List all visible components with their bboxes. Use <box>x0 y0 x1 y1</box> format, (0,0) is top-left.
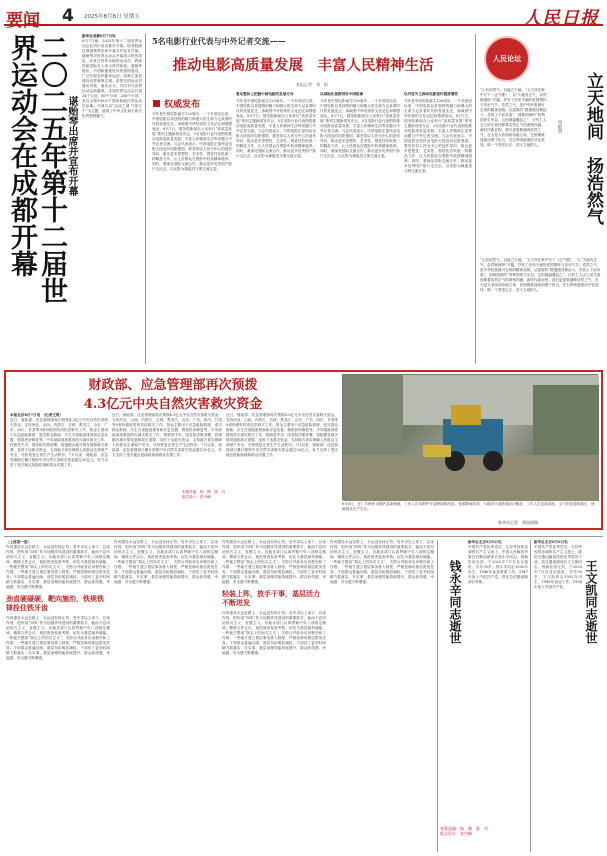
bottom-story-body-col1b: 作风建设永远在路上，永远没有休止符。党中央以上率下、以身作则，把纠治“四风”作为加强作风建设的重要抓手，驰而不息纠治形式主义、官僚主义。各地各部门认真贯彻中央八项规定精神，精简文件会议、规范督查检查考核，切实为基层减负赋能。一些地方整治“指尖上的形式主义”，关停合并政务应用程序和工作群；一些地方建立基层事务准入制度，严格控制向基层派发任务。干部群众普遍反映，基层负担明显减轻，干部有了更多时间精力抓落实、办实事，基层治理效能持续提升，群众获得感、幸福感、安全感不断增强。 <box>6 616 110 660</box>
footer-line2: 版式设计：张丹峰 <box>440 831 472 836</box>
commentary-body-cont: “心有浩然气，自能立天地。”文天祥在狱中写下《正气歌》，以“天地有正气，杂然赋流形”开篇，抒发了至死不渝的爱国情怀与坚贞气节。浩然之气，是中华民族最可宝贵的精神品格。从屈原的“路漫漫其修远兮，吾将上下而求索”，到林则徐的“苟利国家生死以，岂因祸福避趋之”，历代仁人志士用生命诠释着浩然正气的深刻内涵。新时代新征程，我们更需要涵养浩然之气，在大是大非面前站稳立场，在困难挑战面前勇于担当，在名利诱惑面前守住底线，做一个堂堂正正、顶天立地的人。 <box>480 258 601 292</box>
bottom-story-subhead-1: 劲直硬碰硬，靶向施治，铁规铁律拴住铁牙齿 <box>6 594 104 612</box>
lead-story-editors-line1: 本版责编：杨 柳 陈 丹 <box>182 490 226 494</box>
mid-story-byline: 本报记者 刘 阳 <box>296 82 328 87</box>
obit-1-body: 中国共产党优秀党员，久经考验的忠诚的共产主义战士，中国人民解放军原总后勤部副部长钱永辛同志，因病医治无效，于2025年7月在北京逝世，享年95岁。钱永辛同志1930年出生，1946年参加革命工作，1947年加入中国共产党。曾任总后勤部副部长等职。 <box>468 545 528 584</box>
mid-story-headline: 推动电影高质量发展 丰富人民精神生活 <box>172 57 434 74</box>
mid-story-subhead-3: 以内容为王推动电影创作提质增效 <box>404 92 458 96</box>
obit-2-body: 中国共产党优秀党员，久经考验的忠诚的共产主义战士，我国交通运输战线的优秀领导干部，原交通部副部长王文凯同志，因病医治无效，于2025年7月在北京逝世，享年93岁。王文凯同志1932年出生，1949年参加工作，1956年加入中国共产党。 <box>534 545 582 589</box>
lead-story-headline-line2: 4.3亿元中央自然灾害救灾资金 <box>83 397 263 412</box>
footer-credits <box>440 826 600 852</box>
bottom-story-subhead-2: 轻装上阵，放手干事，基层活力不断迸发 <box>222 589 320 607</box>
left-story-body: 8月7日晚，2025年第十二届世界运动会在四川省成都市开幕。国务院副总理谌贻琴出席开幕式并宣布开幕。谌贻琴对世界运动会开幕表示热烈祝贺，向来自世界各地的运动员、教练员和国际友人表示热烈欢迎。谌贻琴指出，中国积极推进体育强国建设，广泛开展全民健身运动，成都正加快建设世界赛事名城。希望各国运动员赛出风格、赛出水平，共同书写世界运动会新篇章。本届世界运动会共设34个大项、60个分项、256个小项，来自全球100余个国家和地区的运动员参赛。开幕式以“运动之城 气象万千”为主题，展现了中华文化和天府文化的独特魅力。 <box>82 39 142 118</box>
mid-story-body-col4: 今年是中国电影诞生120周年。一个多世纪以来，中国电影以其独特的魅力和强大的生命力记录着时代的发展变迁，承载着中华民族的文化记忆和情感表达。8月7日，国务院新闻办公室举行“高质量发展”系列主题新闻发布会，5名电影行业代表围绕推动电影高质量发展、丰富人民精神生活等话题与中外记者交流。与会代表表示，中国电影正加快由电影大国迈向电影强国，要坚持以人民为中心的创作导向，推出更多思想性、艺术性、观赏性有机统一的精品力作，让人民群众在观影中收获精神滋养。同时，要深化国际交流合作，推动更多优秀国产影片走出去，以光影为媒促进文明交流互鉴。 <box>404 99 472 173</box>
authority-release-tag <box>152 97 232 109</box>
lead-story-dateline: 本报北京8月7日电 <box>10 413 41 417</box>
left-story-dateline: 新华社成都8月7日电 <box>82 34 116 38</box>
flood-cleanup-photo <box>342 374 598 500</box>
column-label: 权威发布 <box>164 99 201 110</box>
bottom-story-body-col2: 作风建设永远在路上，永远没有休止符。党中央以上率下、以身作则，把纠治“四风”作为加强作风建设的重要抓手，驰而不息纠治形式主义、官僚主义。各地各部门认真贯彻中央八项规定精神，精简文件会议、规范督查检查考核，切实为基层减负赋能。一些地方整治“指尖上的形式主义”，关停合并政务应用程序和工作群；一些地方建立基层事务准入制度，严格控制向基层派发任务。干部群众普遍反映，基层负担明显减轻，干部有了更多时间精力抓落实、办实事，基层治理效能持续提升，群众获得感、幸福感、安全感不断增强。 <box>114 540 218 584</box>
left-story-subhead: 谌贻琴出席并宣布开幕 <box>66 96 77 196</box>
obit-2-headline: 王文凯同志逝世 <box>584 560 598 644</box>
commentary-badge-label: 人民论坛 <box>493 54 521 63</box>
obit-1-headline: 钱永辛同志逝世 <box>448 560 462 644</box>
bottom-story-body-col3a: 作风建设永远在路上，永远没有休止符。党中央以上率下、以身作则，把纠治“四风”作为加强作风建设的重要抓手，驰而不息纠治形式主义、官僚主义。各地各部门认真贯彻中央八项规定精神，精简文件会议、规范督查检查考核，切实为基层减负赋能。一些地方整治“指尖上的形式主义”，关停合并政务应用程序和工作群；一些地方建立基层事务准入制度，严格控制向基层派发任务。干部群众普遍反映，基层负担明显减轻，干部有了更多时间精力抓落实、办实事，基层治理效能持续提升，群众获得感、幸福感、安全感不断增强。 <box>222 540 326 584</box>
page-number: 4 <box>62 6 74 26</box>
photo-credit: 新华社记者 黄国保摄 <box>498 520 538 525</box>
lead-story-body-col1: 近日，财政部、应急管理部再次预拨4.3亿元中央自然灾害救灾资金，支持河北、山西、内蒙古、吉林、黑龙江、山东、广东、四川、甘肃等9省份做好防汛抗洪救灾工作。资金主要用于应急抢险救援、受灾群众救助、次生灾害隐患排查和应急处置、倒损民房修复等。中央财政高度重视防灾减灾救灾工作，按照党中央、国务院决策部署，将根据各地灾情发展和救灾需要，及时下达救灾资金，支持地方切实保障人民群众生命财产安全，尽快恢复正常生产生活秩序。7月以来，财政部、应急管理部已累计预拨中央自然灾害救灾资金超过30亿元，有力支持了受灾地区抢险救援和群众安置工作。 <box>10 418 108 467</box>
bottom-story-body-col4: 作风建设永远在路上，永远没有休止符。党中央以上率下、以身作则，把纠治“四风”作为加强作风建设的重要抓手，驰而不息纠治形式主义、官僚主义。各地各部门认真贯彻中央八项规定精神，精简文件会议、规范督查检查考核，切实为基层减负赋能。一些地方整治“指尖上的形式主义”，关停合并政务应用程序和工作群；一些地方建立基层事务准入制度，严格控制向基层派发任务。干部群众普遍反映，基层负担明显减轻，干部有了更多时间精力抓落实、办实事，基层治理效能持续提升，群众获得感、幸福感、安全感不断增强。 <box>330 540 434 584</box>
commentary-badge <box>484 36 530 82</box>
section-title: 要闻 <box>6 11 40 31</box>
lead-story-body-col3: 近日，财政部、应急管理部再次预拨4.3亿元中央自然灾害救灾资金，支持河北、山西、内蒙古、吉林、黑龙江、山东、广东、四川、甘肃等9省份做好防汛抗洪救灾工作。资金主要用于应急抢险救援、受灾群众救助、次生灾害隐患排查和应急处置、倒损民房修复等。中央财政高度重视防灾减灾救灾工作，按照党中央、国务院决策部署，将根据各地灾情发展和救灾需要，及时下达救灾资金，支持地方切实保障人民群众生命财产安全，尽快恢复正常生产生活秩序。7月以来，财政部、应急管理部已累计预拨中央自然灾害救灾资金超过30亿元，有力支持了受灾地区抢险救援和群众安置工作。 <box>226 413 338 457</box>
column-divider <box>437 540 438 852</box>
mid-story-kicker: 5名电影行业代表与中外记者交流—— <box>152 36 286 46</box>
commentary-headline: 立天地间 扬浩然气 <box>583 72 603 225</box>
column-divider <box>475 34 476 364</box>
footer-line1: 本版责编：杨 柳 陈 丹 <box>440 826 488 831</box>
lead-story-editors-line2: 版式设计：张丹峰 <box>182 495 211 499</box>
mid-story-subhead-2: 以国际化视野讲好中国故事 <box>320 92 364 96</box>
section-divider <box>4 536 603 537</box>
mid-story-body-col3: 今年是中国电影诞生120周年。一个多世纪以来，中国电影以其独特的魅力和强大的生命力记录着时代的发展变迁，承载着中华民族的文化记忆和情感表达。8月7日，国务院新闻办公室举行“高质量发展”系列主题新闻发布会，5名电影行业代表围绕推动电影高质量发展、丰富人民精神生活等话题与中外记者交流。与会代表表示，中国电影正加快由电影大国迈向电影强国，要坚持以人民为中心的创作导向，推出更多思想性、艺术性、观赏性有机统一的精品力作，让人民群众在观影中收获精神滋养。同时，要深化国际交流合作，推动更多优秀国产影片走出去，以光影为媒促进文明交流互鉴。 <box>320 99 400 158</box>
issue-date: 2025年8月8日 星期五 <box>84 14 140 20</box>
square-bullet-icon <box>152 99 161 108</box>
left-story-headline: 二〇二五年第十二届世界运动会在成都开幕 <box>6 34 67 304</box>
bottom-story-series: （上接第一版） <box>6 540 32 544</box>
commentary-author: 周艳明 <box>557 120 562 134</box>
commentary-body: “心有浩然气，自能立天地。”文天祥在狱中写下《正气歌》，以“天地有正气，杂然赋流形”开篇，抒发了至死不渝的爱国情怀与坚贞气节。浩然之气，是中华民族最可宝贵的精神品格。从屈原的“路漫漫其修远兮，吾将上下而求索”，到林则徐的“苟利国家生死以，岂因祸福避趋之”，历代仁人志士用生命诠释着浩然正气的深刻内涵。新时代新征程，我们更需要涵养浩然之气，在大是大非面前站稳立场，在困难挑战面前勇于担当，在名利诱惑面前守住底线，做一个堂堂正正、顶天立地的人。 <box>480 88 547 147</box>
photo-illustration <box>343 375 599 501</box>
column-divider <box>530 540 531 852</box>
mid-story-body-col1: 今年是中国电影诞生120周年。一个多世纪以来，中国电影以其独特的魅力和强大的生命力记录着时代的发展变迁，承载着中华民族的文化记忆和情感表达。8月7日，国务院新闻办公室举行“高质量发展”系列主题新闻发布会，5名电影行业代表围绕推动电影高质量发展、丰富人民精神生活等话题与中外记者交流。与会代表表示，中国电影正加快由电影大国迈向电影强国，要坚持以人民为中心的创作导向，推出更多思想性、艺术性、观赏性有机统一的精品力作，让人民群众在观影中收获精神滋养。同时，要深化国际交流合作，推动更多优秀国产影片走出去，以光影为媒促进文明交流互鉴。 <box>152 112 232 171</box>
obit-1-dateline: 新华社北京8月6日电 <box>468 540 502 544</box>
lead-story-editors <box>182 490 332 500</box>
obit-2-dateline: 新华社北京8月6日电 <box>534 540 568 544</box>
mid-story-body-col2: 今年是中国电影诞生120周年。一个多世纪以来，中国电影以其独特的魅力和强大的生命力记录着时代的发展变迁，承载着中华民族的文化记忆和情感表达。8月7日，国务院新闻办公室举行“高质量发展”系列主题新闻发布会，5名电影行业代表围绕推动电影高质量发展、丰富人民精神生活等话题与中外记者交流。与会代表表示，中国电影正加快由电影大国迈向电影强国，要坚持以人民为中心的创作导向，推出更多思想性、艺术性、观赏性有机统一的精品力作，让人民群众在观影中收获精神滋养。同时，要深化国际交流合作，推动更多优秀国产影片走出去，以光影为媒促进文明交流互鉴。 <box>236 99 316 158</box>
lead-story-headline-line1: 财政部、应急管理部再次预拨 <box>88 378 258 393</box>
mid-story-subhead-1: 要从整体上把握中国电影的发展方向 <box>236 92 294 96</box>
lead-story-byline: （记者王观） <box>41 413 63 417</box>
photo-caption: 8月6日，在广东梅州市蕉岭县新铺镇，工作人员驾驶铲车清理道路淤泥。受强降雨影响，当地部分道路被泥沙覆盖，工作人员连续奋战，全力恢复道路通行，保障群众生产生活。 <box>342 502 595 511</box>
newspaper-logo: 人民日报 <box>523 8 599 29</box>
bottom-story-body-col1a: 作风建设永远在路上，永远没有休止符。党中央以上率下、以身作则，把纠治“四风”作为加强作风建设的重要抓手，驰而不息纠治形式主义、官僚主义。各地各部门认真贯彻中央八项规定精神，精简文件会议、规范督查检查考核，切实为基层减负赋能。一些地方整治“指尖上的形式主义”，关停合并政务应用程序和工作群；一些地方建立基层事务准入制度，严格控制向基层派发任务。干部群众普遍反映，基层负担明显减轻，干部有了更多时间精力抓落实、办实事，基层治理效能持续提升，群众获得感、幸福感、安全感不断增强。 <box>6 545 110 589</box>
bottom-story-body-col3b: 作风建设永远在路上，永远没有休止符。党中央以上率下、以身作则，把纠治“四风”作为加强作风建设的重要抓手，驰而不息纠治形式主义、官僚主义。各地各部门认真贯彻中央八项规定精神，精简文件会议、规范督查检查考核，切实为基层减负赋能。一些地方整治“指尖上的形式主义”，关停合并政务应用程序和工作群；一些地方建立基层事务准入制度，严格控制向基层派发任务。干部群众普遍反映，基层负担明显减轻，干部有了更多时间精力抓落实、办实事，基层治理效能持续提升，群众获得感、幸福感、安全感不断增强。 <box>222 611 326 655</box>
column-divider <box>145 34 146 364</box>
lead-story-body-col2: 近日，财政部、应急管理部再次预拨4.3亿元中央自然灾害救灾资金，支持河北、山西、内蒙古、吉林、黑龙江、山东、广东、四川、甘肃等9省份做好防汛抗洪救灾工作。资金主要用于应急抢险救援、受灾群众救助、次生灾害隐患排查和应急处置、倒损民房修复等。中央财政高度重视防灾减灾救灾工作，按照党中央、国务院决策部署，将根据各地灾情发展和救灾需要，及时下达救灾资金，支持地方切实保障人民群众生命财产安全，尽快恢复正常生产生活秩序。7月以来，财政部、应急管理部已累计预拨中央自然灾害救灾资金超过30亿元，有力支持了受灾地区抢险救援和群众安置工作。 <box>112 413 222 457</box>
